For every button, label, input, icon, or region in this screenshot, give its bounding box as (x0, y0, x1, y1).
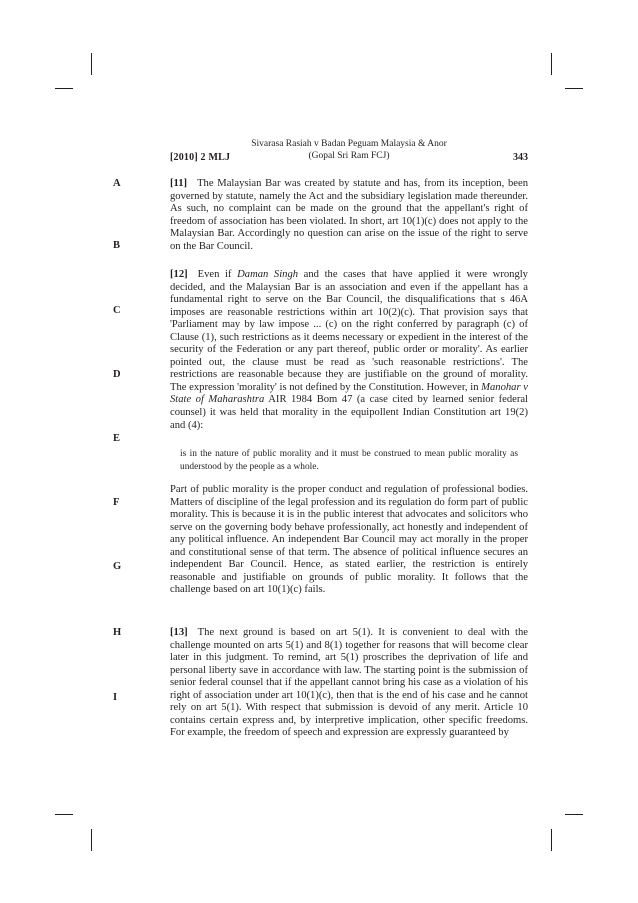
margin-letter-f: F (113, 497, 120, 508)
report-citation: [2010] 2 MLJ (170, 152, 231, 163)
paragraph-number: [13] (170, 627, 188, 638)
margin-letter-a: A (113, 178, 121, 189)
margin-letter-c: C (113, 305, 121, 316)
margin-letter-i: I (113, 692, 118, 703)
crop-mark-top-right-h (565, 88, 583, 89)
case-name-manohar: Manohar v State of Maharashtra (170, 381, 528, 406)
crop-mark-bottom-right-v (551, 829, 552, 851)
case-title: Sivarasa Rasiah v Badan Peguam Malaysia & Anor (251, 139, 447, 149)
crop-mark-top-right-v (551, 53, 552, 75)
margin-letter-h: H (113, 627, 122, 638)
crop-mark-top-left-v (91, 53, 92, 75)
judge-name: (Gopal Sri Ram FCJ) (308, 150, 390, 161)
paragraph-number: [11] (170, 178, 188, 189)
crop-mark-bottom-left-v (91, 829, 92, 851)
paragraph-text: Even if (197, 269, 238, 280)
paragraph-text: The next ground is based on art 5(1). It is convenient to deal with the challenge mounted on arts 5(1) and 8(1) together for reasons that will become clear later in this judgment. To remind, art 5(1) proscribes the deprivation of life and personal liberty save in accordance with law. The starting point is the submission of senior federal counsel that if the appellant cannot bring his case as a violation of his right of association under art 10(1)(c), then that is the end of his case and he cannot rely on art 5(1). With respect that submission is devoid of any merit. Article 10 contains certain express and, by interpretive implication, other specific freedoms. For example, the freedom of speech and expression are expressly guaranteed by (170, 627, 528, 739)
crop-mark-bottom-right-h (565, 814, 583, 815)
case-name-daman-singh: Daman Singh (237, 269, 299, 280)
paragraph-11 (170, 178, 528, 253)
paragraph-text: The Malaysian Bar was created by statute and has, from its inception, been governed by statute, namely the Act and the subsidiary legislation made thereunder. As such, no complaint can be made on the ground that the appellant's right of freedom of association has been violated. In short, art 10(1)(c) does not apply to the Malaysian Bar. Accordingly no question can arise on the issue of the right to serve on the Bar Council. (170, 178, 528, 252)
crop-mark-bottom-left-h (55, 814, 73, 815)
paragraph-12-continued: Part of public morality is the proper conduct and regulation of professional bodies. Matters of discipline of the legal profession and its regulation do form part of public morality. This is because it is in the public interest that advocates and solicitors who serve on the governing body behave professionally, act honestly and independent of any political influence. An independent Bar Council may act morally in the proper and constitutional sense of that term. The absence of political influence secures an independent Bar Council. Hence, as stated earlier, the restriction is entirely reasonable and justifiable on grounds of public morality. It follows that the challenge based on art 10(1)(c) fails. (170, 484, 528, 596)
paragraph-13 (170, 627, 528, 740)
margin-letter-d: D (113, 369, 121, 380)
paragraph-text: AIR 1984 Bom 47 (a case cited by learned senior federal counsel) it was held that morality in the equipollent Indian Constitution art 19(2) and (4): (170, 394, 528, 431)
paragraph-12 (170, 269, 528, 432)
crop-mark-top-left-h (55, 88, 73, 89)
paragraph-number: [12] (170, 269, 188, 280)
page-number: 343 (513, 152, 528, 163)
paragraph-text: and the cases that have applied it were wrongly decided, and the Malaysian Bar is an association and even if the appellant has a fundamental right to serve on the Bar Council, the disqualifications that s 46A imposes are reasonable restrictions within art 10(2)(c). That provision says that 'Parliament may by law impose ... (c) on the right conferred by paragraph (c) of Clause (1), such restrictions as it deems necessary or expedient in the interest of the security of the Federation or any part thereof, public order or morality'. As earlier pointed out, the clause must be read as 'such reasonable restrictions'. The restrictions are reasonable because they are justifiable on the ground of morality. The expression 'morality' is not defined by the Constitution. However, in (170, 269, 528, 393)
margin-letter-e: E (113, 433, 121, 444)
margin-letter-g: G (113, 561, 122, 572)
case-title-block (170, 139, 528, 162)
margin-letter-b: B (113, 240, 121, 251)
block-quote: is in the nature of public morality and it must be construed to mean public morality as understood by the people as a whole. (180, 449, 518, 472)
